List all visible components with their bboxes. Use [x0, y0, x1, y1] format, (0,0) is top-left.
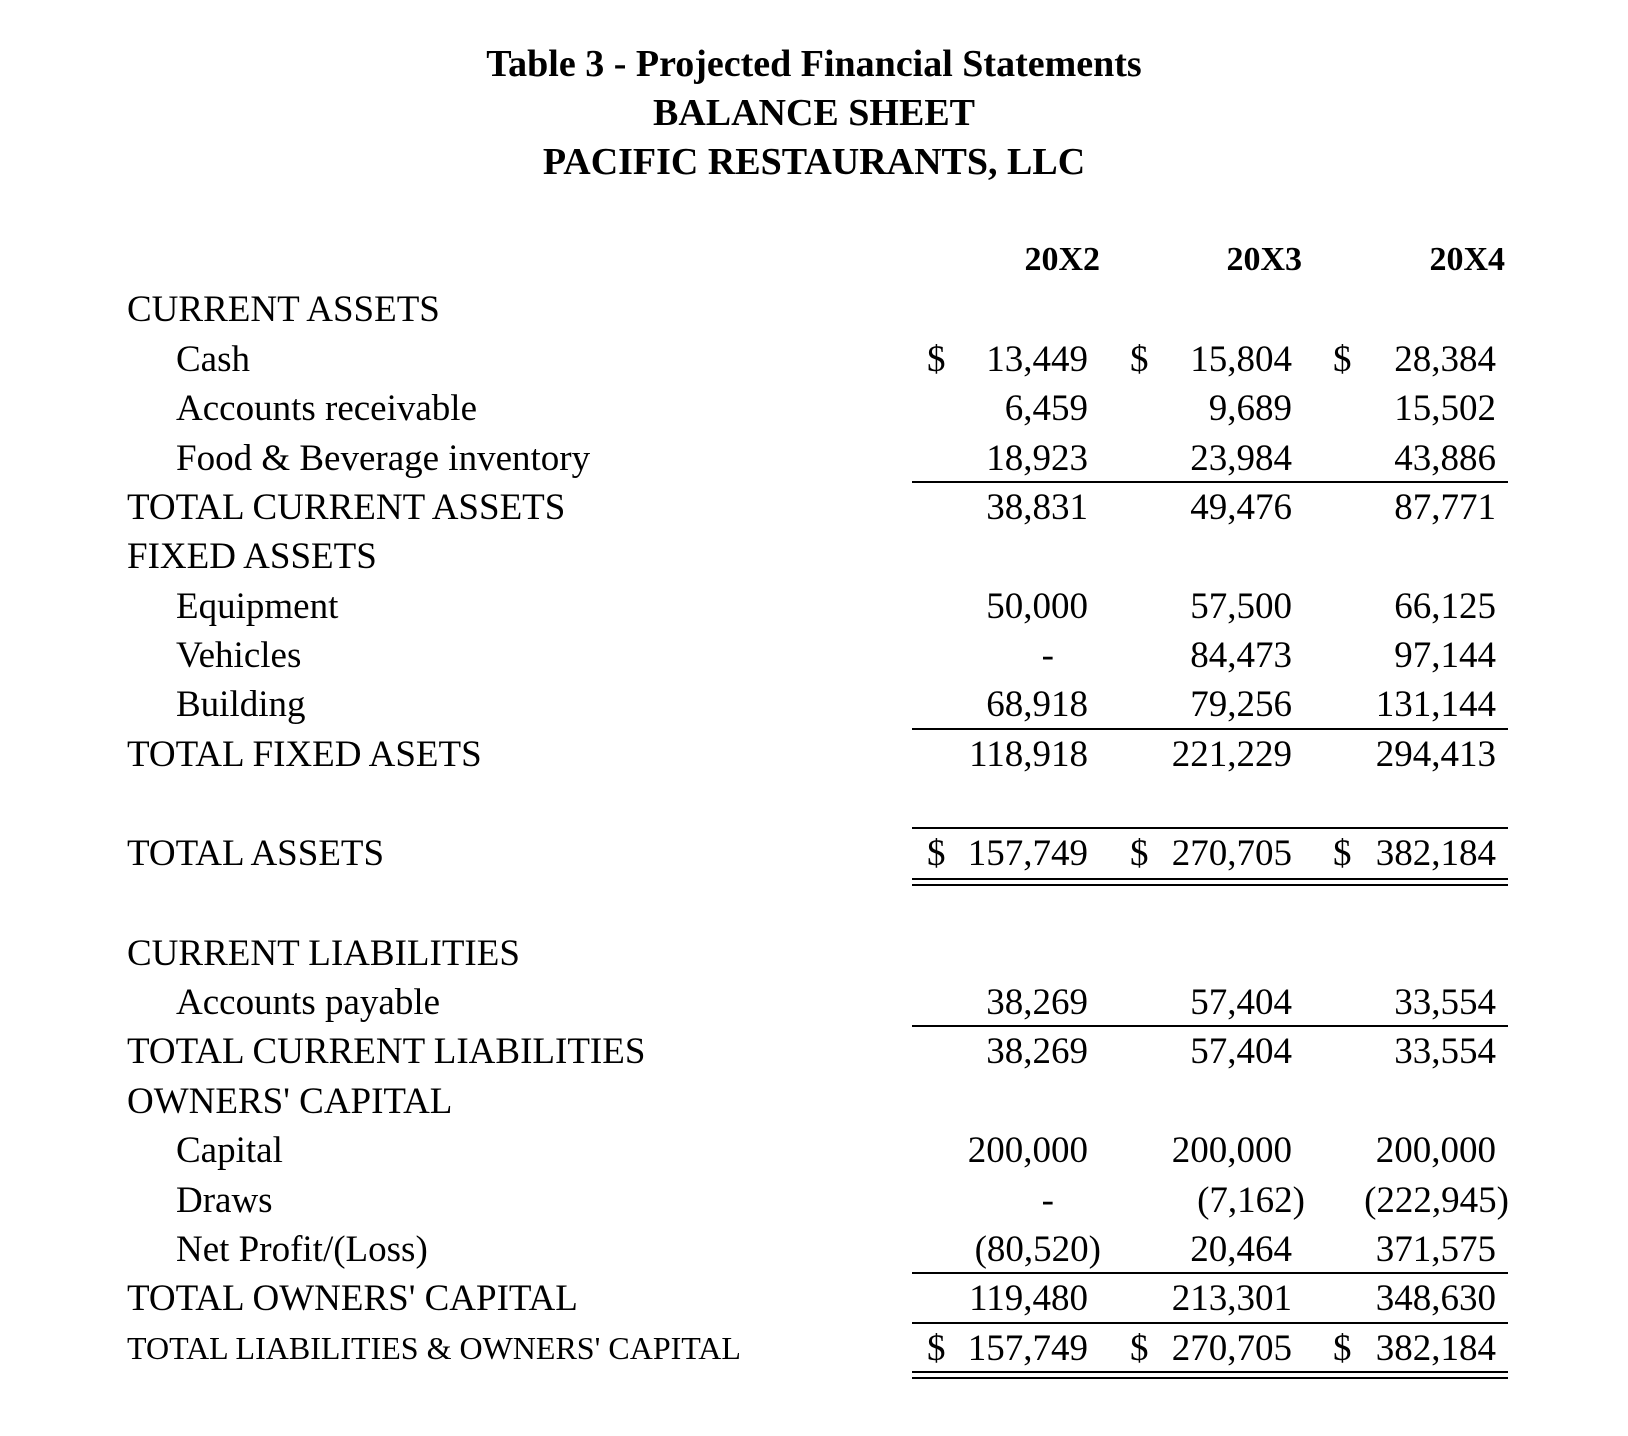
cell-20x2: 157,749	[967, 1328, 1088, 1369]
currency-symbol: $	[927, 833, 946, 874]
row-label: Accounts receivable	[176, 388, 477, 429]
cell-20x3: 23,984	[1190, 438, 1292, 479]
row-total-fixed-asets	[0, 730, 1628, 779]
cell-20x2: 50,000	[986, 586, 1088, 627]
row-label: TOTAL LIABILITIES & OWNERS' CAPITAL	[127, 1330, 741, 1366]
cell-20x3: 15,804	[1190, 339, 1292, 380]
double-underline-bottom	[912, 884, 1508, 886]
cell-20x4: (222,945)	[1364, 1180, 1509, 1221]
cell-20x4: 200,000	[1375, 1130, 1496, 1171]
row-accounts-payable	[0, 978, 1628, 1027]
cell-20x3: 79,256	[1190, 684, 1292, 725]
subtotal-line	[912, 1322, 1508, 1324]
cell-20x4: 131,144	[1375, 684, 1496, 725]
company-name: PACIFIC RESTAURANTS, LLC	[542, 141, 1086, 183]
cell-20x2: (80,520)	[974, 1229, 1101, 1270]
cell-20x4: 97,144	[1394, 635, 1496, 676]
cell-20x4: 43,886	[1394, 438, 1496, 479]
row-vehicles	[0, 631, 1628, 680]
cell-20x2: -	[1041, 635, 1054, 676]
row-draws	[0, 1176, 1628, 1225]
row-label: Equipment	[176, 586, 339, 627]
cell-20x2: 119,480	[969, 1278, 1088, 1319]
cell-20x3: 213,301	[1171, 1278, 1292, 1319]
cell-20x2: 200,000	[967, 1130, 1088, 1171]
row-owners-capital	[0, 1077, 1628, 1126]
cell-20x3: 84,473	[1190, 635, 1292, 676]
double-underline-top	[912, 878, 1508, 880]
cell-20x3: 9,689	[1208, 388, 1292, 429]
sheet-name: BALANCE SHEET	[652, 92, 976, 134]
row-label: Cash	[176, 339, 250, 380]
cell-20x4: 33,554	[1394, 1031, 1496, 1072]
cell-20x2: 13,449	[986, 339, 1088, 380]
row-equipment	[0, 582, 1628, 631]
cell-20x3: (7,162)	[1197, 1180, 1305, 1221]
row-label: Capital	[176, 1130, 283, 1171]
cell-20x4: 348,630	[1375, 1278, 1496, 1319]
cell-20x4: 28,384	[1394, 339, 1496, 380]
cell-20x2: 68,918	[986, 684, 1088, 725]
cell-20x2: 157,749	[967, 833, 1088, 874]
subtotal-line	[912, 728, 1508, 730]
cell-20x4: 66,125	[1394, 586, 1496, 627]
cell-20x2: 18,923	[986, 438, 1088, 479]
cell-20x4: 382,184	[1375, 1328, 1496, 1369]
cell-20x4: 371,575	[1375, 1229, 1496, 1270]
cell-20x3: 270,705	[1171, 833, 1292, 874]
cell-20x3: 57,404	[1190, 1031, 1292, 1072]
subtotal-line	[912, 1025, 1508, 1027]
row-total-current-liabilities	[0, 1027, 1628, 1076]
cell-20x3: 57,404	[1190, 982, 1292, 1023]
subtotal-line	[912, 481, 1508, 483]
currency-symbol: $	[1130, 833, 1149, 874]
double-underline-top	[912, 1371, 1508, 1373]
row-label: FIXED ASSETS	[127, 536, 377, 577]
row-total-current-assets	[0, 483, 1628, 532]
row-total-liabilities-owners-capital	[0, 1324, 1628, 1373]
cell-20x3: 49,476	[1190, 487, 1292, 528]
cell-20x2: -	[1041, 1180, 1054, 1221]
cell-20x4: 15,502	[1394, 388, 1496, 429]
row-label: CURRENT ASSETS	[127, 289, 440, 330]
row-current-assets	[0, 285, 1628, 334]
currency-symbol: $	[1130, 1328, 1149, 1369]
cell-20x2: 38,831	[986, 487, 1088, 528]
cell-20x3: 200,000	[1171, 1130, 1292, 1171]
double-underline-bottom	[912, 1377, 1508, 1379]
cell-20x3: 221,229	[1171, 734, 1292, 775]
row-building	[0, 680, 1628, 729]
column-header-row	[0, 235, 1628, 284]
row-label: Food & Beverage inventory	[176, 438, 591, 479]
row-label: Net Profit/(Loss)	[176, 1229, 428, 1270]
cell-20x3: 57,500	[1190, 586, 1292, 627]
cell-20x2: 118,918	[969, 734, 1088, 775]
currency-symbol: $	[1333, 833, 1352, 874]
row-label: Vehicles	[176, 635, 302, 676]
cell-20x4: 87,771	[1394, 487, 1496, 528]
cell-20x2: 6,459	[1004, 388, 1088, 429]
row-label: Building	[176, 684, 306, 725]
currency-symbol: $	[927, 339, 946, 380]
row-label: Draws	[176, 1180, 273, 1221]
row-label: TOTAL OWNERS' CAPITAL	[127, 1278, 578, 1319]
currency-symbol: $	[1130, 339, 1149, 380]
currency-symbol: $	[1333, 1328, 1352, 1369]
row-label: Accounts payable	[176, 982, 441, 1023]
cell-20x4: 294,413	[1375, 734, 1496, 775]
column-header-20x2: 20X2	[1024, 241, 1100, 278]
table-title: Table 3 - Projected Financial Statements	[486, 43, 1142, 85]
currency-symbol: $	[927, 1328, 946, 1369]
row-total-assets	[0, 829, 1628, 878]
row-current-liabilities	[0, 929, 1628, 978]
cell-20x2: 38,269	[986, 1031, 1088, 1072]
currency-symbol: $	[1333, 339, 1352, 380]
row-label: OWNERS' CAPITAL	[127, 1081, 453, 1122]
row-total-owners-capital	[0, 1274, 1628, 1323]
cell-20x2: 38,269	[986, 982, 1088, 1023]
row-capital	[0, 1126, 1628, 1175]
subtotal-line	[912, 1272, 1508, 1274]
cell-20x4: 33,554	[1394, 982, 1496, 1023]
total-top-line	[912, 827, 1508, 829]
row-label: TOTAL FIXED ASETS	[127, 734, 482, 775]
cell-20x3: 20,464	[1190, 1229, 1292, 1270]
cell-20x3: 270,705	[1171, 1328, 1292, 1369]
row-label: TOTAL CURRENT ASSETS	[127, 487, 566, 528]
cell-20x4: 382,184	[1375, 833, 1496, 874]
row-net-profit-loss	[0, 1225, 1628, 1274]
column-header-20x4: 20X4	[1429, 241, 1505, 278]
row-cash	[0, 335, 1628, 384]
row-label: TOTAL CURRENT LIABILITIES	[127, 1031, 646, 1072]
row-fixed-assets	[0, 532, 1628, 581]
column-header-20x3: 20X3	[1226, 241, 1302, 278]
row-food-beverage-inventory	[0, 434, 1628, 483]
row-label: CURRENT LIABILITIES	[127, 933, 520, 974]
row-label: TOTAL ASSETS	[127, 833, 385, 874]
row-accounts-receivable	[0, 384, 1628, 433]
